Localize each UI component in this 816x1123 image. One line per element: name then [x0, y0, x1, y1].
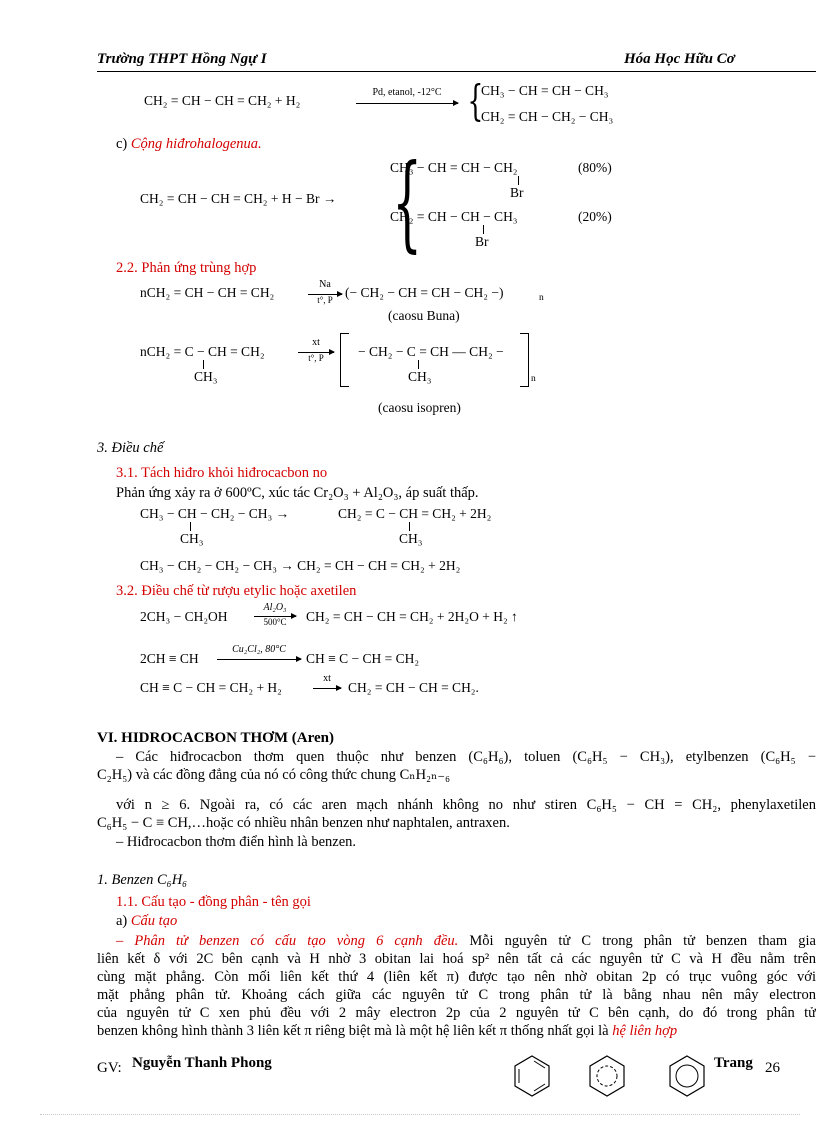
eq1-arrow: [356, 103, 458, 104]
page-bottom-dotted-line: [40, 1114, 800, 1115]
header-school: Trường THPT Hồng Ngự I: [97, 51, 267, 67]
eq4-bracket-left: [340, 333, 349, 387]
section-c-prefix: c): [116, 136, 131, 152]
footer-page-number: 26: [765, 1060, 780, 1076]
eq9-lhs: CH ≡ C − CH = CH₂ + H₂: [140, 680, 282, 695]
header-rule: [97, 71, 816, 72]
eq3-conditions: t°, P: [317, 295, 333, 305]
section-2-2: 2.2. Phản ứng trùng hợp: [116, 260, 257, 276]
eq4-lhs-bond: [203, 360, 204, 369]
eq9-rhs: CH₂ = CH − CH = CH₂.: [348, 680, 479, 695]
cautao-line-6: [97, 1023, 677, 1040]
eq4-lhs-ch3: CH₃: [194, 369, 218, 384]
eq8-condition: Cu₂Cl₂, 80°C: [232, 644, 286, 655]
aren-line-1: – Các hiđrocacbon thơm quen thuộc như benzen (C₆H₆), toluen (C₆H₅ − CH₃), etylbenzen (C₆H₅ −: [116, 749, 816, 765]
aren-line-2: C₂H₅) và các đồng đẳng của nó có công thức chung CₙH₂ₙ₋₆: [97, 767, 451, 783]
aren-line-5: – Hiđrocacbon thơm điển hình là benzen.: [116, 834, 357, 850]
cautao-line-1: [116, 933, 816, 950]
eq2-brace: {: [392, 141, 422, 263]
footer-trang-label: Trang: [714, 1055, 753, 1071]
eq4-rhs-ch3: CH₃: [408, 369, 432, 384]
benzene-rings-icon: [512, 1052, 732, 1102]
eq1-product-2: CH₂ = CH − CH₂ − CH₃: [481, 109, 614, 124]
eq2-product-2-percent: (20%): [578, 209, 612, 224]
benzene-kekule-icon: [515, 1056, 549, 1096]
cautao-highlight: – Phân tử benzen có cấu tạo vòng 6 cạnh đều.: [116, 933, 459, 949]
eq1-product-1: CH₃ − CH = CH − CH₃: [481, 83, 609, 98]
eq4-rhs: − CH₂ − C = CH — CH₂ −: [358, 344, 504, 359]
section-c: [116, 136, 262, 153]
eq5-lhs-bond: [190, 522, 191, 531]
section-a: [116, 913, 177, 930]
cautao-line-2: liên kết δ với 2C bên cạnh và H nhờ 3 obitan lai hoá sp² nên tất cả các nguyên tử C và H đều nằm trên: [97, 951, 816, 967]
eq7-rhs: CH₂ = CH − CH = CH₂ + 2H₂O + H₂ ↑: [306, 609, 518, 624]
eq8-arrow: [217, 659, 301, 660]
eq5-rhs: CH₂ = C − CH = CH₂ + 2H₂: [338, 506, 492, 521]
section-3-1: 3.1. Tách hiđro khỏi hiđrocacbon no: [116, 465, 328, 481]
cautao-line-1-rest: Mỗi nguyên tử C trong phân tử benzen tham gia: [458, 933, 816, 949]
eq7-lhs: 2CH₃ − CH₂OH: [140, 609, 228, 624]
header-subject: Hóa Học Hữu Cơ: [624, 51, 735, 67]
eq8-lhs: 2CH ≡ CH: [140, 651, 199, 666]
eq2-bond-1: [518, 176, 519, 185]
benzene-dashed-icon: [590, 1056, 624, 1096]
eq4-bracket-right: [520, 333, 529, 387]
footer-gv: GV:: [97, 1060, 122, 1076]
section-a-title: Cấu tạo: [130, 913, 178, 929]
section-c-title: Cộng hiđrohalogenua.: [130, 136, 262, 152]
eq2-product-2: CH₂ = CH − CH − CH₃: [390, 209, 518, 224]
eq2-bond-2: [483, 225, 484, 234]
eq4-lhs: nCH₂ = C − CH = CH₂: [140, 344, 265, 359]
aren-line-4: C₆H₅ − C ≡ CH,…hoặc có nhiều nhân benzen như naphtalen, antraxen.: [97, 815, 510, 831]
eq3-catalyst: Na: [319, 279, 331, 290]
eq9-arrow: [313, 688, 341, 689]
eq1-lhs: CH₂ = CH − CH = CH₂ + H₂: [144, 93, 301, 108]
eq1-brace: {: [467, 76, 484, 125]
section-3-2: 3.2. Điều chế từ rượu etylic hoặc axetilen: [116, 583, 357, 599]
cautao-line-5: của nguyên tử C xen phủ đều với 2 mây electron 2p của 2 nguyên tử C bên cạnh, do đó trong phân tử: [97, 1005, 816, 1021]
eq8-rhs: CH ≡ C − CH = CH₂: [306, 651, 420, 666]
eq3-lhs: nCH₂ = CH − CH = CH₂: [140, 285, 275, 300]
eq5-lhs-ch3: CH₃: [180, 531, 204, 546]
eq3-rhs: (− CH₂ − CH = CH − CH₂ −): [345, 285, 504, 300]
section-1: 1. Benzen C₆H₆: [97, 872, 188, 888]
eq6: CH₃ − CH₂ − CH₂ − CH₃ → CH₂ = CH − CH = CH₂ + 2H₂: [140, 558, 461, 573]
eq4-subscript-n: n: [531, 374, 536, 384]
section-VI: VI. HIDROCACBON THƠM (Aren): [97, 730, 334, 746]
eq5-rhs-ch3: CH₃: [399, 531, 423, 546]
eq1-condition: Pd, etanol, -12°C: [372, 87, 442, 98]
eq4-name: (caosu isopren): [378, 400, 461, 415]
eq2-product-1-br: Br: [510, 185, 524, 200]
eq5-lhs: CH₃ − CH − CH₂ − CH₃ →: [140, 506, 290, 521]
aren-line-3: với n ≥ 6. Ngoài ra, có các aren mạch nhánh không no như stiren C₆H₅ − CH = CH₂, phenylaxetilen: [116, 797, 816, 813]
eq7-catalyst: Al₂O₃: [263, 602, 287, 613]
section-3: 3. Điều chế: [97, 440, 164, 456]
eq3-subscript-n: n: [539, 293, 544, 303]
eq4-catalyst: xt: [312, 337, 320, 348]
cautao-line-6-text: benzen không hình thành 3 liên kết π riêng biệt mà là một hệ liên kết π thống nhất gọi là: [97, 1023, 613, 1039]
cautao-line-6-highlight: hệ liên hợp: [612, 1023, 678, 1039]
eq2-product-1-percent: (80%): [578, 160, 612, 175]
eq2-lhs: CH₂ = CH − CH = CH₂ + H − Br →: [140, 191, 337, 206]
section-a-prefix: a): [116, 913, 131, 929]
section-3-1-text: Phản ứng xảy ra ở 600ºC, xúc tác Cr₂O₃ + Al₂O₃, áp suất thấp.: [116, 485, 479, 501]
eq9-catalyst: xt: [323, 673, 331, 684]
eq2-product-2-br: Br: [475, 234, 489, 249]
section-1-1: 1.1. Cấu tạo - đồng phân - tên gọi: [116, 894, 311, 910]
eq4-conditions: t°, P: [308, 353, 324, 363]
eq5-rhs-bond: [409, 522, 410, 531]
footer-teacher-name: Nguyễn Thanh Phong: [132, 1055, 272, 1071]
eq7-temperature: 500°C: [263, 617, 287, 627]
benzene-circle-icon: [670, 1056, 704, 1096]
cautao-line-3: cùng mặt phẳng. Còn mối liên kết thứ 4 (liên kết π) được tạo nên nhờ obitan 2p có trục vuông góc với: [97, 969, 816, 985]
eq3-name: (caosu Buna): [388, 308, 460, 323]
eq4-rhs-bond: [418, 360, 419, 369]
cautao-line-4: mặt phẳng phân tử. Khoảng cách giữa các nguyên tử C trong phân tử là bằng nhau nên mây electron: [97, 987, 816, 1003]
eq2-product-1: CH₃ − CH = CH − CH₂: [390, 160, 518, 175]
